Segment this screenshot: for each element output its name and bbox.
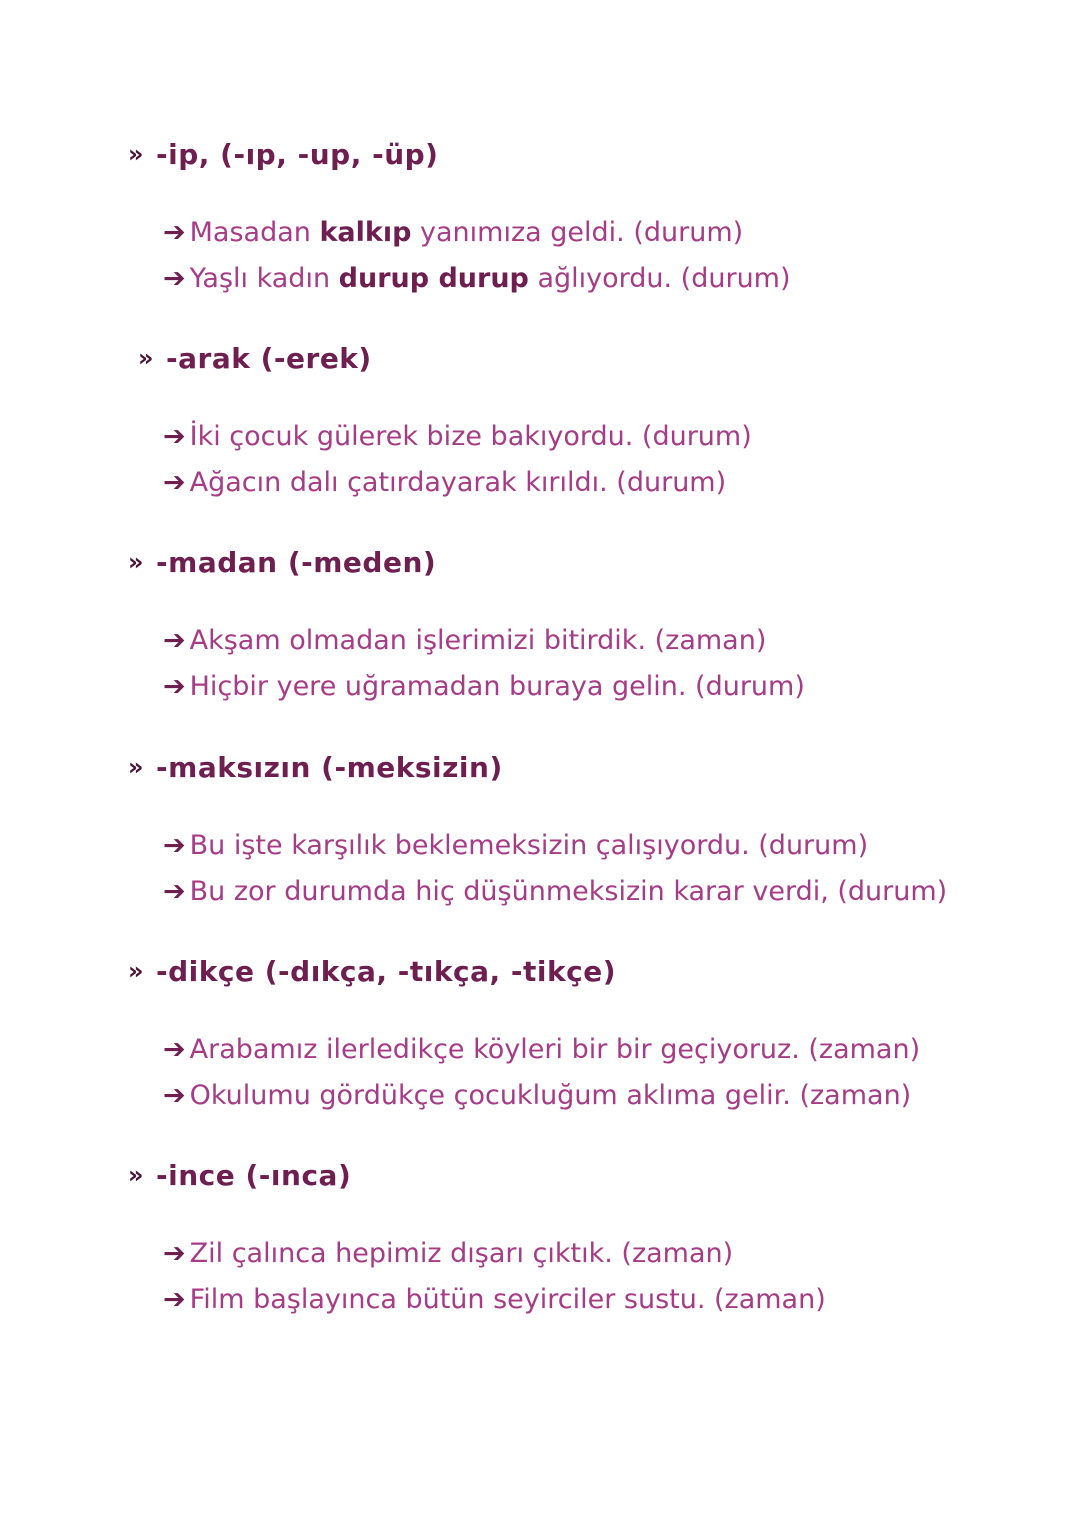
example-line	[163, 825, 868, 865]
heading-text: -ince (-ınca)	[156, 1158, 352, 1192]
example-line	[163, 462, 726, 502]
example-highlight: kalkıp	[319, 216, 412, 248]
heading-text: -arak (-erek)	[166, 341, 372, 375]
example-text: İki çocuk gülerek bize bakıyordu. (durum)	[189, 420, 752, 452]
heading-text: -maksızın (-meksizin)	[156, 750, 503, 784]
arrow-right-icon: ➔	[163, 1079, 186, 1111]
heading-text: -madan (-meden)	[156, 545, 437, 579]
example-text: Bu zor durumda hiç düşünmeksizin karar verdi, (durum)	[189, 875, 948, 907]
example-line	[163, 212, 743, 252]
example-line	[163, 416, 752, 456]
double-chevron-icon: »	[128, 1161, 145, 1189]
example-text-before: Yaşlı kadın	[189, 262, 339, 294]
heading-text: -dikçe (-dıkça, -tıkça, -tikçe)	[156, 954, 617, 988]
section-heading	[128, 134, 438, 174]
example-text-before: Masadan	[189, 216, 320, 248]
section-heading	[128, 951, 616, 991]
double-chevron-icon: »	[128, 957, 145, 985]
example-line	[163, 1233, 733, 1273]
section-heading	[128, 542, 436, 582]
double-chevron-icon: »	[128, 548, 145, 576]
arrow-right-icon: ➔	[163, 624, 186, 656]
arrow-right-icon: ➔	[163, 466, 186, 498]
section-heading	[128, 1155, 351, 1195]
example-line	[163, 1075, 911, 1115]
example-text: Zil çalınca hepimiz dışarı çıktık. (zaman)	[189, 1237, 734, 1269]
section-heading	[128, 747, 503, 787]
example-text: Film başlayınca bütün seyirciler sustu. (zaman)	[189, 1283, 826, 1315]
example-text-after: ağlıyordu. (durum)	[528, 262, 791, 294]
example-text: Ağacın dalı çatırdayarak kırıldı. (durum)	[189, 466, 727, 498]
example-line	[163, 1029, 920, 1069]
double-chevron-icon: »	[128, 140, 145, 168]
example-line	[163, 620, 766, 660]
arrow-right-icon: ➔	[163, 1237, 186, 1269]
example-text: Hiçbir yere uğramadan buraya gelin. (durum)	[189, 670, 805, 702]
example-text: Arabamız ilerledikçe köyleri bir bir geçiyoruz. (zaman)	[189, 1033, 921, 1065]
example-text: Okulumu gördükçe çocukluğum aklıma gelir. (zaman)	[189, 1079, 912, 1111]
example-line	[163, 666, 805, 706]
example-line	[163, 258, 791, 298]
arrow-right-icon: ➔	[163, 670, 186, 702]
example-line	[163, 871, 947, 911]
example-text-after: yanımıza geldi. (durum)	[411, 216, 744, 248]
example-line	[163, 1279, 826, 1319]
arrow-right-icon: ➔	[163, 1033, 186, 1065]
arrow-right-icon: ➔	[163, 829, 186, 861]
section-heading	[138, 338, 372, 378]
example-highlight: durup durup	[338, 262, 529, 294]
double-chevron-icon: »	[138, 344, 155, 372]
arrow-right-icon: ➔	[163, 262, 186, 294]
example-text: Akşam olmadan işlerimizi bitirdik. (zaman)	[189, 624, 767, 656]
arrow-right-icon: ➔	[163, 875, 186, 907]
arrow-right-icon: ➔	[163, 420, 186, 452]
example-text: Bu işte karşılık beklemeksizin çalışıyordu. (durum)	[189, 829, 869, 861]
heading-text: -ip, (-ıp, -up, -üp)	[156, 137, 439, 171]
double-chevron-icon: »	[128, 753, 145, 781]
arrow-right-icon: ➔	[163, 1283, 186, 1315]
arrow-right-icon: ➔	[163, 216, 186, 248]
